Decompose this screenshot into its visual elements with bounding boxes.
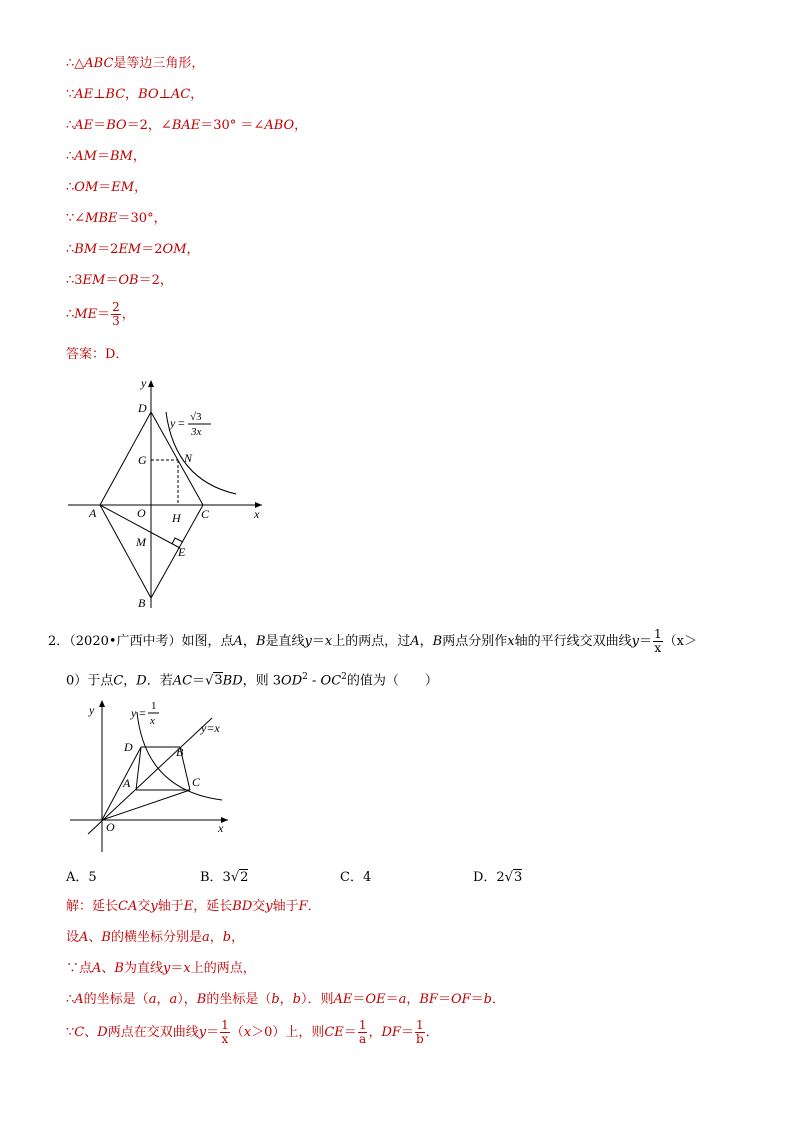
fig1-curve-num: √3	[190, 411, 202, 423]
fig2-label-B: B	[176, 745, 184, 759]
fig2-label-C: C	[192, 775, 201, 789]
fig1-label-M: M	[136, 535, 146, 549]
s2-fraction-1-over-a: $\frac{1}{a}$	[358, 1018, 367, 1046]
solution1-line9: ∴ME＝ $\frac{2}{3}$ ，	[66, 300, 135, 328]
fig1-label-E: E	[178, 545, 186, 559]
s2-fraction-1-over-b: $\frac{1}{b}$	[415, 1018, 424, 1046]
fig1-curve-den: 3x	[191, 426, 202, 438]
fig1-label-x: x	[254, 507, 260, 521]
fig2-label-y-eq-x: y=x	[201, 721, 220, 735]
solution1-line3: ∴AE＝BO＝2，∠BAE＝30° ＝∠ABO，	[66, 118, 308, 133]
fig1-label-H: H	[172, 511, 181, 525]
solution1-line1: ∴△ABC是等边三角形，	[66, 56, 205, 71]
solution2-line5: ∵C、D两点在交双曲线y＝ $\frac{1}{x}$ （x＞0）上，则CE＝ $\frac{1}{a}$ ，DF＝ $\frac{1}{b}$ ．	[66, 1018, 439, 1046]
solution2-line2: 设A、B的横坐标分别是a，b，	[66, 930, 245, 945]
option-B: B．3√2	[200, 870, 249, 885]
fig2-curve-den: x	[150, 715, 155, 727]
fig1-label-D: D	[138, 401, 147, 415]
fig2-curve-num: 1	[151, 700, 157, 712]
solution1-line4: ∴AM＝BM，	[66, 149, 146, 164]
fig2-label-D: D	[124, 740, 133, 754]
fraction-two-thirds: $\frac{2}{3}$	[112, 300, 120, 328]
solution1-line6: ∵∠MBE＝30°，	[66, 211, 167, 226]
solution1-line2: ∵AE⊥BC，BO⊥AC，	[66, 87, 204, 102]
fig2-segment-AD	[136, 747, 141, 790]
fig2-curve-eq: =	[139, 706, 146, 720]
option-D: D．2√3	[473, 870, 523, 885]
fig1-label-G: G	[138, 453, 147, 467]
option-C: C．4	[340, 870, 372, 885]
fig1-label-O: O	[137, 506, 146, 520]
q2-fraction-1-over-x: $\frac{1}{x}$	[653, 627, 662, 655]
fig1-label-A: A	[89, 506, 97, 520]
question2-line2: 0）于点C，D．若AC＝√3BD，则 $3OD^2 - OC^2$的值为（ ）	[66, 672, 438, 689]
solution2-line1: 解：延长CA交y轴于E，延长BD交y轴于F．	[66, 899, 321, 914]
figure2-hyperbola-diagram	[64, 695, 236, 855]
solution2-line3: ∵点A、B为直线y＝x上的两点，	[66, 961, 256, 976]
solution1-line7: ∴BM＝2EM＝2OM，	[66, 242, 200, 257]
question2-line1: 2．（2020•广西中考）如图，点A，B是直线y＝x上的两点，过A，B两点分别作x轴的平行线交双曲线y＝ $\frac{1}{x}$ （x＞	[48, 627, 697, 655]
fig2-label-O: O	[106, 820, 115, 834]
solution1-answer: 答案：D．	[66, 347, 129, 362]
fig1-label-N: N	[184, 451, 193, 465]
solution2-line4: ∴A的坐标是（a，a），B的坐标是（b，b）．则AE＝OE＝a，BF＝OF＝b．	[66, 992, 506, 1007]
fig2-label-y: y	[89, 703, 95, 717]
fig2-label-A: A	[123, 776, 131, 790]
fig2-label-x: x	[218, 821, 224, 835]
option-A: A．5	[66, 870, 97, 885]
figure1-rhombus-diagram	[60, 372, 280, 612]
fig1-curve-eq: =	[178, 416, 185, 430]
fig2-curve-y: y	[131, 706, 137, 720]
fig1-label-B: B	[138, 596, 146, 610]
fig1-curve-y: y	[170, 416, 176, 430]
fig1-label-C: C	[201, 507, 210, 521]
fig1-label-y: y	[141, 376, 147, 390]
s2-fraction-1-over-x: $\frac{1}{x}$	[221, 1018, 229, 1046]
solution1-line5: ∴OM＝EM，	[66, 180, 148, 195]
solution1-line8: ∴3EM＝OB＝2，	[66, 273, 173, 288]
